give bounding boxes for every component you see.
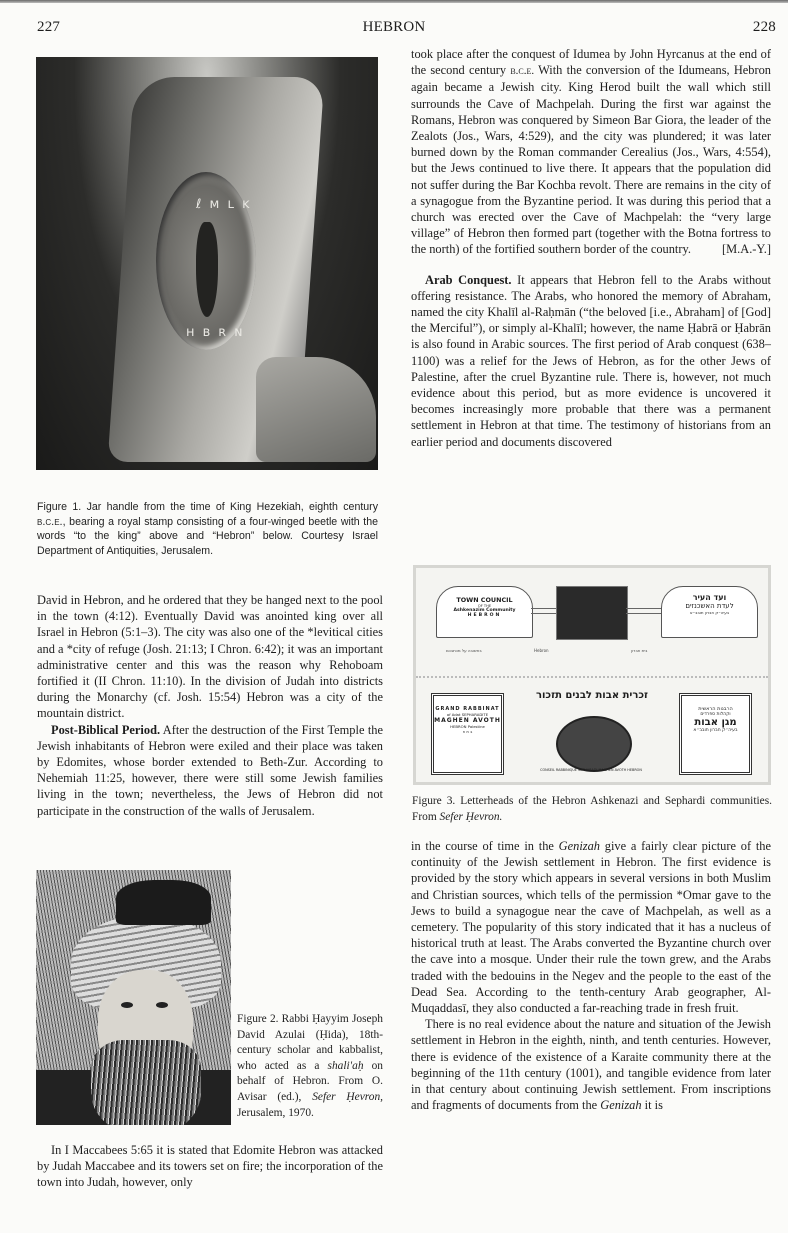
letterhead-text: GRAND RABBINAT	[435, 706, 500, 712]
sephardi-letterhead-english	[431, 693, 504, 775]
paragraph	[411, 272, 771, 450]
paragraph: In I Maccabees 5:65 it is stated that Edomite Hebron was attacked by Judah Maccabee and its towers set on fire; the incorporation of the town into Judah, however, only	[37, 1143, 383, 1190]
beard	[91, 1040, 201, 1125]
four-winged-beetle-icon	[196, 222, 218, 317]
paragraph-text: With the conversion of the Idumeans, Hebron again became a Jewish city. King Herod built the wall which still surrounds the Cave of Machpelah. During the first war against the Romans, Hebron was conquered by Simeon Bar Giora, the leader of the Zealots (Jos., Wars, 4:529), and the city was plundered; it was later burned down by the Roman commander Cerealius (Jos., Wars, 4:554), but the Jews continued to live there. It appears that the population did not suffer during the Bar Kochba revolt. There are remains in the city of a synagogue from the Byzantine period. It was during this period that a church was erected over the Cave of Machpelah: the “very large village” of Hebron then formed part (together with the Botna fortress to the north) of the fortified southern border of the country.	[411, 63, 771, 257]
paragraph-text: took place after the conquest of Idumea by John Hyrcanus at the end of the second century	[411, 47, 771, 78]
letterhead-text: HEBRON Palestine	[450, 724, 485, 729]
cap	[116, 880, 211, 925]
letterhead-text: מגן אבות	[694, 717, 737, 728]
letterhead-text: בעיה״ק חברון תובב״א	[693, 728, 738, 733]
eye-icon	[156, 1002, 168, 1008]
letterhead-title: TOWN COUNCIL	[456, 596, 513, 604]
left-column-text-bottom	[37, 1142, 383, 1191]
letterhead-text: OF THE	[477, 604, 492, 608]
caption-text: Figure 3. Letterheads of the Hebron Ashkenazi and Sephardi communities. From	[412, 795, 772, 823]
letterhead-motto: זכרית אבות לבנים תזכור	[535, 690, 649, 701]
caption-italic: Sefer Ḥevron,	[312, 1090, 383, 1103]
ashkenazi-letterhead-english	[436, 586, 533, 638]
section-heading: Post-Biblical Period.	[51, 722, 161, 737]
letterhead-text: Ashkenazim Community	[453, 608, 516, 613]
letterhead-text: בעיה״ק חברון תובב״א	[689, 610, 730, 615]
paragraph	[411, 1016, 771, 1113]
paragraph-text: give a fairly clear picture of the continuity of the Jewish settlement in Hebron. The first evidence is provided by the story which appears in several versions in both Muslim and Christian sources, which tells of the permission *Omar gave to the Jews to build a synagogue near the cave of Machpelah, as well as a cemetery. The popularity of this story indicated that it has a nucleus of historical truth at least. The Arabs converted the Byzantine church over the cave into a mosque. Under their rule the town grew, and the Arabs traded with the bedouins in the Negev and the people to the east of the Dead Sea. According to the tenth-century Arab geographer, Al-Muqaddasī, they also conducted a far-reaching trade in fresh fruit.	[411, 839, 772, 1016]
figure-3-caption	[412, 794, 772, 825]
letterhead-text: of Adat SEPHARADITE	[446, 712, 489, 717]
paragraph-text: It appears that Hebron fell to the Arabs without offering resistance. The Arabs, who honored the memory of Abraham, named the city Khalīl al-Raḥmān (“the beloved [i.e., Abraham] of [God] the Merciful”), or simply al-Khalīl; however, the name Ḥabrā or Ḥabrān is also found in Arabic sources. The first period of Arab conquest (638–1100) was a relief for the Jews of Hebron, as for the other Jews of Palestine, after the cruel Byzantine rule. There is, however, not much evidence about this period, but as more evidence is uncovered it becomes increasingly more probable that there was a permanent settlement in Hebron at that time. The testimony of historians from an earlier period and documents discovered	[411, 272, 771, 449]
era-abbrev: b.c.e.	[510, 65, 535, 78]
paragraph-text: it is	[641, 1098, 663, 1113]
connector-rule	[626, 608, 661, 614]
italic-term: Genizah	[558, 839, 600, 853]
caption-italic: Sefer Ḥevron.	[439, 810, 503, 823]
letterhead-text: הרבנות הראשית	[698, 706, 733, 712]
page-number-right: 228	[752, 19, 776, 35]
paragraph	[411, 838, 771, 1016]
letterhead-text: לעדת האשכנזים	[685, 602, 734, 610]
letterhead-text: ועד העיר	[692, 593, 727, 602]
figure-2-caption	[237, 1012, 383, 1121]
section-heading: Arab Conquest.	[425, 272, 512, 287]
eye-icon	[121, 1002, 133, 1008]
paragraph-text: There is no real evidence about the nature and situation of the Jewish settlement in Hebron in the eighth, ninth, and tenth centuries. However, there is evidence of the existence of a Karaite community there at the beginning of the 11th century (1001), and tangible evidence from later in that century about continuing Jewish settlement. From inscriptions and fragments of documents from the	[411, 1017, 771, 1113]
italic-term: Genizah	[600, 1098, 642, 1113]
jar-handle-base	[256, 357, 376, 462]
letterhead-text: בית חברון	[631, 648, 648, 653]
paragraph: David in Hebron, and he ordered that they be hanged next to the pool in the town (4:12). Eventually David was anointed king over all Israel in Hebron (5:1–3). The city was also one of the *levitical cities and a *city of refuge (Josh. 21:13; I Chron. 6:42); it was an important administrative center and this was the reason why Rehoboam fortified it (II Chron. 11:10). In the division of Judah into districts during the Monarchy (cf. Josh. 15:54) Hebron was a city of the mountain district.	[37, 593, 383, 721]
caption-text: on behalf of Hebron. From O. Avisar (ed.),	[237, 1059, 383, 1103]
letterhead-text: בחשובה על מכתבכם	[446, 648, 482, 653]
figure-1-caption	[37, 500, 378, 558]
paragraph-text: After the destruction of the First Temple the Jewish inhabitants of Hebron were exiled and their place was taken by Edomites, whose border extended to Beth-Zur. According to Nehemiah 11:25, however, there were still some Jewish families living in the town; nevertheless, the Jews of Hebron did not participate in the construction of the walls of Jerusalem.	[37, 722, 383, 818]
caption-italic: shali'aḥ	[327, 1059, 364, 1072]
right-column-text-top	[411, 46, 771, 450]
caption-text: , bearing a royal stamp consisting of a four-winged beetle with the words “to the king” above and “Hebron” below. Courtesy Israel Department of Antiquities, Jerusalem.	[37, 515, 378, 557]
paragraph	[37, 722, 383, 819]
figure-3-letterheads	[413, 565, 771, 785]
caption-text: Jerusalem, 1970.	[237, 1106, 314, 1119]
divider	[416, 676, 768, 678]
letterhead-text: HEBRON	[467, 613, 502, 618]
caption-text: Figure 2. Rabbi Ḥayyim Joseph David Azulai (Ḥida), 18th-century scholar and kabbalist, who acted as a	[237, 1013, 383, 1072]
stamp-inscription-bottom: ʜ ʙ ʀ ɴ	[186, 325, 245, 340]
paragraph-text: in the course of time in the	[411, 839, 559, 853]
era-abbrev: b.c.e.	[37, 515, 63, 528]
left-column-text	[37, 592, 383, 819]
cave-of-machpelah-image	[556, 716, 632, 772]
sephardi-letterhead-hebrew	[679, 693, 752, 775]
stamp-inscription-top: ℓ ᴍ ʟ ᴋ	[196, 197, 252, 212]
letterhead-text: Hebron	[534, 648, 549, 653]
letterhead-text: וקהלות ספרדים	[700, 712, 731, 717]
author-initials: [M.A.-Y.]	[722, 242, 771, 257]
running-title: HEBRON	[362, 19, 426, 35]
figure-1-jar-handle-photo	[36, 57, 378, 470]
paragraph	[411, 46, 771, 258]
figure-2-portrait	[36, 870, 231, 1125]
letterhead-text: ב ת ח	[462, 729, 473, 734]
right-column-text-bottom	[411, 838, 771, 1113]
connector-rule	[531, 608, 556, 614]
caption-text: Figure 1. Jar handle from the time of King Hezekiah, eighth century	[37, 501, 378, 513]
letterhead-text: CONSEIL RABBINIQUE SEPHARADI MAGHEN AVOTH HEBRON	[540, 768, 642, 772]
page-number-left: 227	[37, 19, 61, 35]
letterhead-text: MAGHEN AVOTH	[434, 717, 501, 724]
page-top-rule	[0, 0, 788, 3]
ashkenazi-letterhead-hebrew	[661, 586, 758, 638]
cave-of-machpelah-image	[556, 586, 628, 640]
